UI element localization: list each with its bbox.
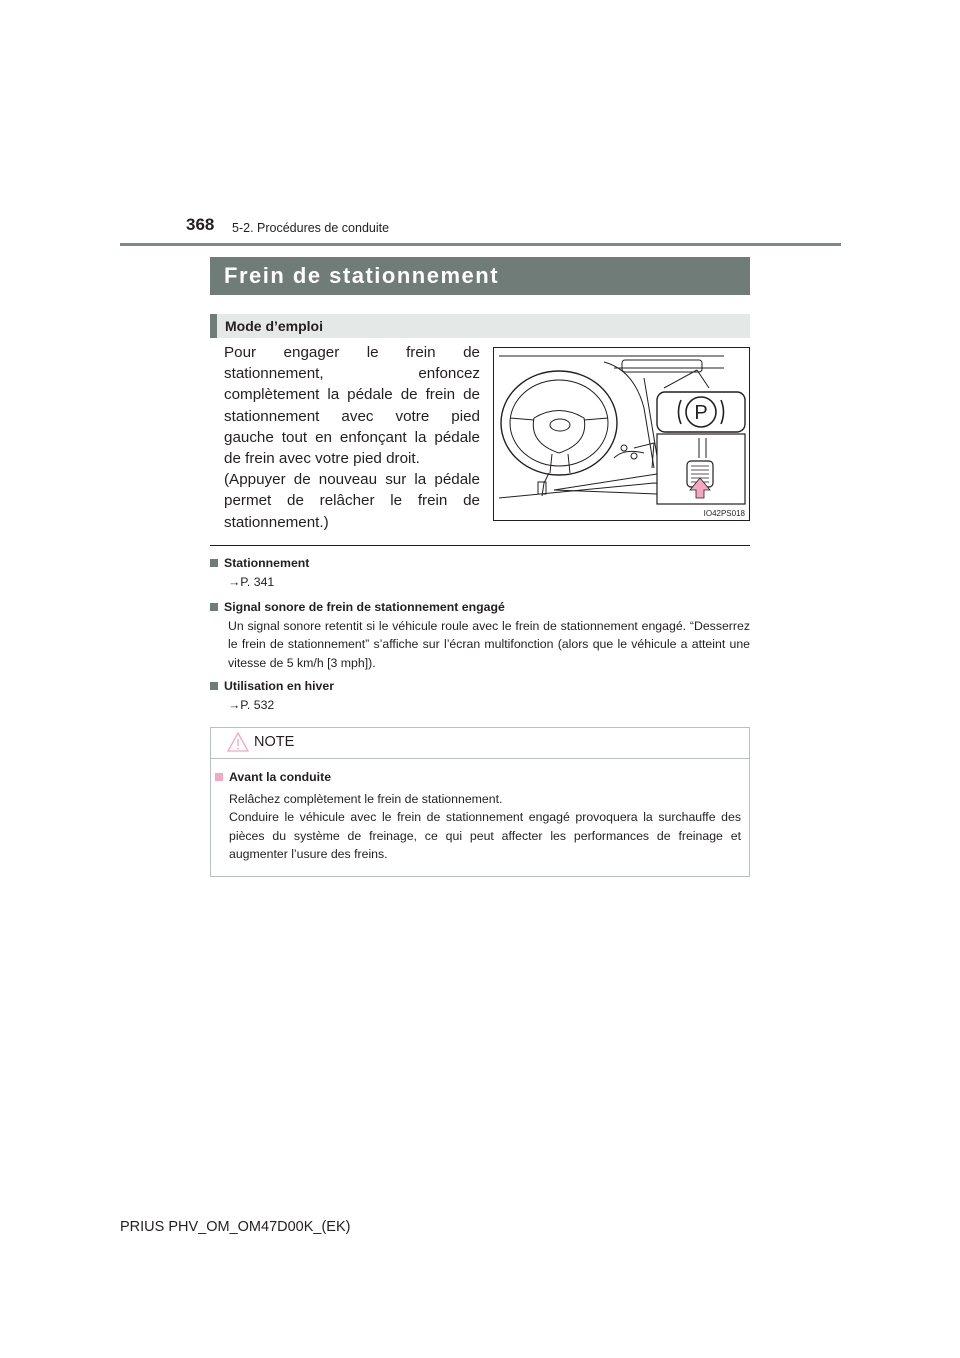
dashboard-drawing xyxy=(494,348,749,520)
parking-symbol: P xyxy=(694,402,708,424)
note-line-2: Conduire le véhicule avec le frein de stationnement engagé provoquera la surchauffe des pièces du système de freinage, ce qui peut affecter les performances de freinage et augmenter l’usure des freins. xyxy=(229,810,741,861)
square-bullet-icon xyxy=(210,559,218,567)
section-header: 5-2. Procédures de conduite xyxy=(232,221,390,235)
section-subtitle: Mode d’emploi xyxy=(210,314,750,338)
info-item-hiver xyxy=(210,677,750,714)
parking-brake-illustration xyxy=(493,347,750,521)
footer-code: PRIUS PHV_OM_OM47D00K_(EK) xyxy=(120,1219,351,1235)
intro-paragraph-2: (Appuyer de nouveau sur la pédale permet de relâcher le frein de stationnement.) xyxy=(224,471,480,531)
page-number: 368 xyxy=(186,215,215,234)
header-rule xyxy=(120,243,841,246)
item-body: Un signal sonore retentit si le véhicule roule avec le frein de stationnement engagé. “Desserrez le frein de stationnement” s’affiche sur l’écran multifonction (alors que le véhicule a atteint une vitesse de 5 km/h [3 mph]). xyxy=(228,618,750,670)
page-reference: →P. 532 xyxy=(228,697,275,712)
square-bullet-icon xyxy=(210,682,218,690)
intro-text xyxy=(224,342,480,533)
note-title: Avant la conduite xyxy=(229,770,332,784)
page-title: Frein de stationnement xyxy=(210,257,750,295)
page-reference: →P. 341 xyxy=(228,574,275,589)
square-bullet-icon xyxy=(210,603,218,611)
item-title: Signal sonore de frein de stationnement engagé xyxy=(224,600,505,614)
note-header xyxy=(211,728,749,759)
item-title: Utilisation en hiver xyxy=(224,679,335,693)
note-box xyxy=(210,727,750,877)
note-content xyxy=(211,768,751,864)
warning-icon xyxy=(227,731,249,753)
square-bullet-icon xyxy=(215,773,223,781)
note-line-1: Relâchez complètement le frein de stationnement. xyxy=(229,791,503,806)
item-title: Stationnement xyxy=(224,556,310,570)
note-label: NOTE xyxy=(254,734,295,750)
figure-code: IO42PS018 xyxy=(703,509,745,518)
info-item-signal-sonore xyxy=(210,598,750,672)
divider xyxy=(210,545,750,546)
intro-paragraph-1: Pour engager le frein de stationnement, enfoncez complètement la pédale de frein de stationnement avec votre pied gauche tout en enfonçant la pédale de frein avec votre pied droit. xyxy=(224,344,480,468)
info-item-stationnement xyxy=(210,554,750,591)
